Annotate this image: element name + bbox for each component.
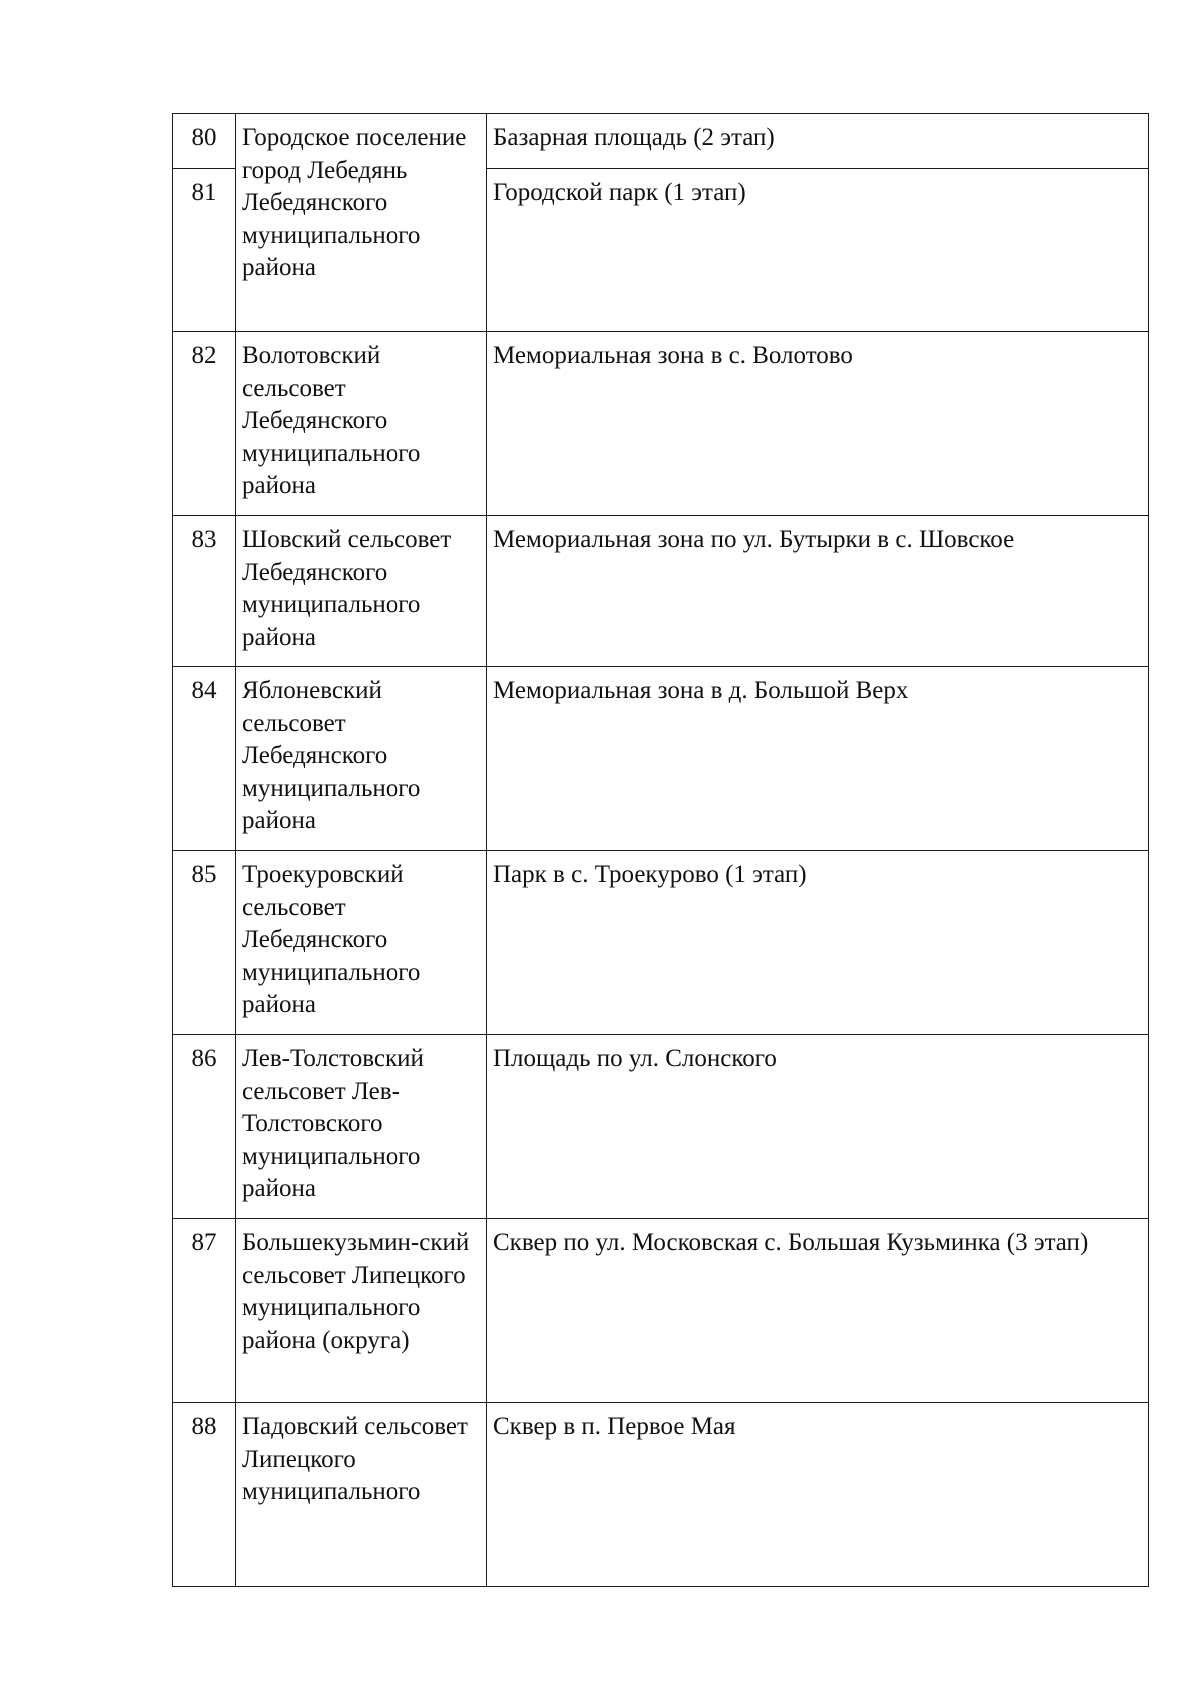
table-row [173,1403,1149,1587]
table-row [173,516,1149,667]
row-number: 85 [173,851,236,1035]
table-row [173,667,1149,851]
row-number: 80 [173,114,236,169]
improvement-object: Базарная площадь (2 этап) [487,114,1149,169]
municipality-name: Большекузьмин-ский сельсовет Липецкого муниципального района (округа) [236,1219,487,1403]
municipality-name: Падовский сельсовет Липецкого муниципального [236,1403,487,1587]
row-number: 88 [173,1403,236,1587]
table-row [173,1219,1149,1403]
row-number: 86 [173,1035,236,1219]
table-row [173,851,1149,1035]
improvement-object: Мемориальная зона по ул. Бутырки в с. Шовское [487,516,1149,667]
row-number: 87 [173,1219,236,1403]
improvement-object: Мемориальная зона в с. Волотово [487,332,1149,516]
municipality-name: Волотовский сельсовет Лебедянского муниципального района [236,332,487,516]
table-row [173,114,1149,169]
municipality-name: Яблоневский сельсовет Лебедянского муниципального района [236,667,487,851]
improvement-object: Городской парк (1 этап) [487,169,1149,332]
municipality-name: Городское поселение город Лебедянь Лебедянского муниципального района [236,114,487,332]
improvement-object: Парк в с. Троекурово (1 этап) [487,851,1149,1035]
table-row [173,332,1149,516]
improvement-object: Сквер в п. Первое Мая [487,1403,1149,1587]
municipality-name: Троекуровский сельсовет Лебедянского муниципального района [236,851,487,1035]
improvement-object: Мемориальная зона в д. Большой Верх [487,667,1149,851]
improvement-object: Сквер по ул. Московская с. Большая Кузьминка (3 этап) [487,1219,1149,1403]
row-number: 84 [173,667,236,851]
row-number: 81 [173,169,236,332]
row-number: 82 [173,332,236,516]
row-number: 83 [173,516,236,667]
municipalities-table [172,113,1149,1587]
municipality-name: Лев-Толстовский сельсовет Лев-Толстовского муниципального района [236,1035,487,1219]
table-row [173,1035,1149,1219]
municipality-name: Шовский сельсовет Лебедянского муниципального района [236,516,487,667]
improvement-object: Площадь по ул. Слонского [487,1035,1149,1219]
